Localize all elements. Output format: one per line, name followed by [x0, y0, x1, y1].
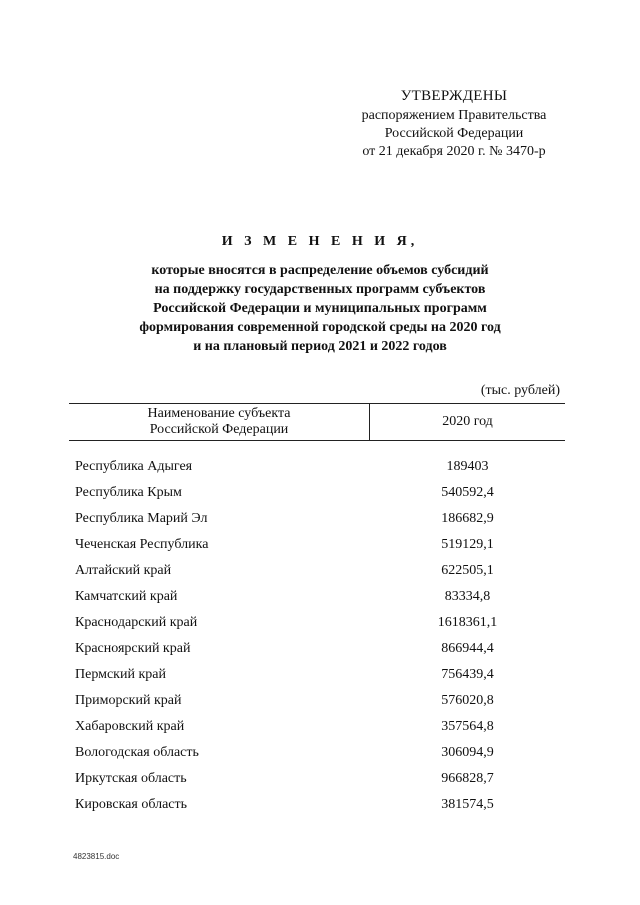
- table-row: [69, 589, 565, 615]
- region-name: Чеченская Республика: [75, 537, 209, 552]
- table-row: [69, 615, 565, 641]
- region-value: 622505,1: [441, 563, 494, 578]
- region-value: 519129,1: [441, 537, 494, 552]
- subtitle-line: Российской Федерации и муниципальных программ: [153, 301, 487, 316]
- header-year: 2020 год: [442, 414, 493, 429]
- region-value: 966828,7: [441, 771, 494, 786]
- region-value: 306094,9: [441, 745, 494, 760]
- table-row: [69, 537, 565, 563]
- table-row: [69, 745, 565, 771]
- region-value: 866944,4: [441, 641, 494, 656]
- region-name: Пермский край: [75, 667, 166, 682]
- region-value: 83334,8: [444, 589, 491, 604]
- table-row: [69, 641, 565, 667]
- region-name: Камчатский край: [75, 589, 178, 604]
- region-name: Кировская область: [75, 797, 188, 812]
- header-name-line: Наименование субъекта: [147, 406, 291, 421]
- subtitle-line: на поддержку государственных программ субъектов: [154, 282, 486, 297]
- region-value: 576020,8: [441, 693, 494, 708]
- subtitle-line: которые вносятся в распределение объемов субсидий: [151, 263, 489, 278]
- approval-block: [320, 87, 588, 161]
- region-value: 756439,4: [441, 667, 494, 682]
- region-name: Приморский край: [75, 693, 182, 708]
- region-value: 540592,4: [441, 485, 494, 500]
- region-value: 357564,8: [441, 719, 494, 734]
- header-name-line: Российской Федерации: [149, 422, 289, 437]
- region-value: 1618361,1: [437, 615, 498, 630]
- approval-line-3: от 21 декабря 2020 г. № 3470-р: [362, 144, 546, 159]
- table-row: [69, 485, 565, 511]
- subsidy-table: [69, 403, 565, 823]
- approval-line-1: распоряжением Правительства: [361, 108, 547, 123]
- subtitle-line: формирования современной городской среды на 2020 год: [139, 320, 501, 335]
- region-name: Республика Крым: [75, 485, 182, 500]
- region-value: 381574,5: [441, 797, 494, 812]
- table-header: [69, 403, 565, 441]
- header-region-name: [69, 406, 369, 438]
- table-row: [69, 459, 565, 485]
- table-row: [69, 511, 565, 537]
- region-name: Красноярский край: [75, 641, 191, 656]
- document-title: И З М Е Н Е Н И Я,: [221, 234, 419, 249]
- region-name: Республика Марий Эл: [75, 511, 208, 526]
- region-name: Вологодская область: [75, 745, 199, 760]
- region-value: 186682,9: [441, 511, 494, 526]
- table-row: [69, 771, 565, 797]
- approval-line-2: Российской Федерации: [384, 126, 524, 141]
- region-value: 189403: [446, 459, 489, 474]
- region-name: Хабаровский край: [75, 719, 185, 734]
- region-name: Республика Адыгея: [75, 459, 193, 474]
- document-subtitle: [90, 261, 550, 356]
- approval-heading: УТВЕРЖДЕНЫ: [400, 88, 508, 104]
- table-row: [69, 667, 565, 693]
- table-body: [69, 459, 565, 823]
- subtitle-line: и на плановый период 2021 и 2022 годов: [193, 339, 447, 354]
- units-label: (тыс. рублей): [480, 383, 560, 398]
- table-row: [69, 797, 565, 823]
- table-row: [69, 693, 565, 719]
- region-name: Алтайский край: [75, 563, 172, 578]
- region-name: Иркутская область: [75, 771, 187, 786]
- table-row: [69, 719, 565, 745]
- region-name: Краснодарский край: [75, 615, 198, 630]
- table-row: [69, 563, 565, 589]
- document-file-code: 4823815.doc: [73, 852, 120, 861]
